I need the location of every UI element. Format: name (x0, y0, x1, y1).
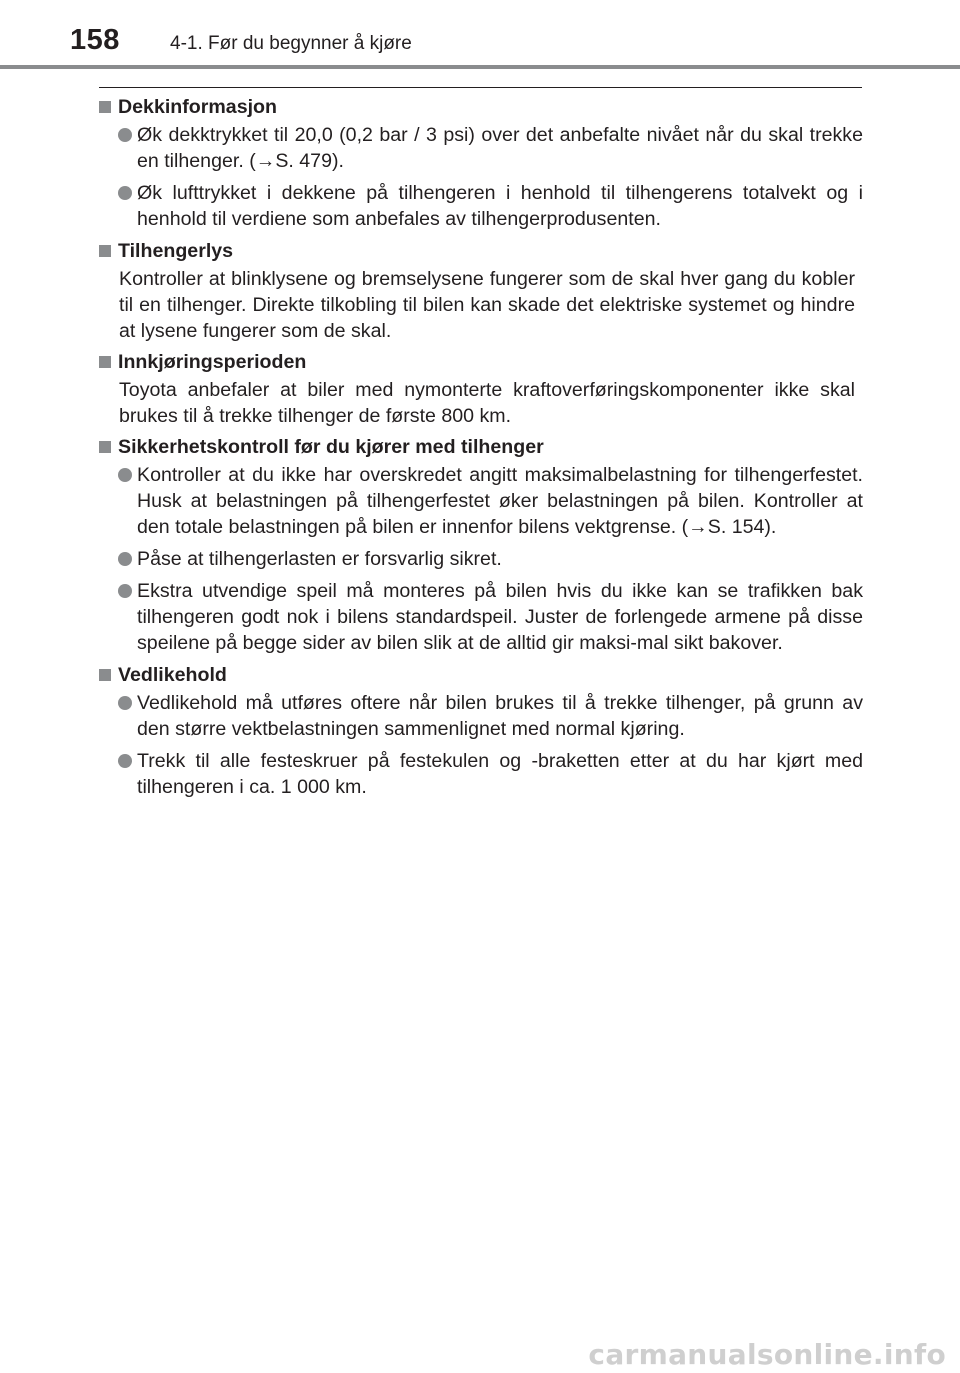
section-innkjoringsperioden (97, 349, 863, 429)
list-item-text: Vedlikehold må utføres oftere når bilen brukes til å trekke tilhenger, på grunn av den større vektbelastningen sammenlignet med normal kjøring. (137, 692, 863, 740)
content-top-divider (99, 87, 862, 88)
square-bullet-icon (99, 669, 111, 681)
circle-bullet-icon (118, 128, 132, 142)
section-tilhengerlys (97, 238, 863, 344)
list-item (97, 748, 863, 800)
list-item (97, 462, 863, 540)
page-content (97, 94, 863, 806)
chapter-title: 4-1. Før du begynner å kjøre (170, 33, 412, 54)
circle-bullet-icon (118, 552, 132, 566)
list-item (97, 546, 863, 572)
page-header (0, 0, 960, 70)
section-heading-text: Sikkerhetskontroll før du kjører med tilhenger (118, 436, 544, 458)
square-bullet-icon (99, 101, 111, 113)
section-heading-text: Tilhengerlys (118, 240, 234, 262)
section-paragraph: Kontroller at blinklysene og bremselysene fungerer som de skal hver gang du kobler til en tilhenger. Direkte tilkobling til bilen kan skade det elektriske systemet og hindre at lysene fungerer som de skal. (119, 268, 855, 342)
list-item-text: Øk dekktrykket til 20,0 (0,2 bar / 3 psi) over det anbefalte nivået når du skal trekke en tilhenger. (→S. 479). (137, 124, 863, 172)
section-heading-text: Innkjøringsperioden (118, 351, 307, 373)
section-dekkinformasjon (97, 94, 863, 232)
list-item (97, 180, 863, 232)
section-heading (97, 238, 863, 264)
watermark (0, 1333, 960, 1373)
section-paragraph: Toyota anbefaler at biler med nymonterte kraftoverføringskomponenter ikke skal brukes til å trekke tilhenger de første 800 km. (119, 379, 855, 427)
section-heading (97, 94, 863, 120)
circle-bullet-icon (118, 696, 132, 710)
square-bullet-icon (99, 441, 111, 453)
page-number: 158 (70, 24, 120, 56)
section-heading-text: Dekkinformasjon (118, 96, 277, 118)
square-bullet-icon (99, 356, 111, 368)
square-bullet-icon (99, 245, 111, 257)
watermark-logo: carmanualsonline.info (588, 1338, 946, 1371)
list-item (97, 578, 863, 656)
list-item-text: Øk lufttrykket i dekkene på tilhengeren i henhold til tilhengerens totalvekt og i henhold til verdiene som anbefales av tilhengerprodusenten. (137, 182, 863, 230)
section-sikkerhetskontroll (97, 434, 863, 656)
circle-bullet-icon (118, 468, 132, 482)
list-item (97, 122, 863, 174)
section-vedlikehold (97, 662, 863, 800)
circle-bullet-icon (118, 754, 132, 768)
section-heading (97, 434, 863, 460)
list-item (97, 690, 863, 742)
section-heading (97, 662, 863, 688)
list-item-text: Kontroller at du ikke har overskredet angitt maksimalbelastning for tilhengerfestet. Husk at belastningen på tilhengerfestet øker belastningen på bilen. Kontroller at den totale belastningen på bilen er innenfor bilens vektgrense. (→S. 154). (137, 464, 863, 538)
circle-bullet-icon (118, 186, 132, 200)
circle-bullet-icon (118, 584, 132, 598)
section-heading-text: Vedlikehold (118, 664, 227, 686)
list-item-text: Påse at tilhengerlasten er forsvarlig sikret. (137, 548, 502, 570)
section-heading (97, 349, 863, 375)
list-item-text: Trekk til alle festeskruer på festekulen og -braketten etter at du har kjørt med tilhengeren i ca. 1 000 km. (137, 750, 863, 798)
header-divider (0, 65, 960, 69)
list-item-text: Ekstra utvendige speil må monteres på bilen hvis du ikke kan se trafikken bak tilhengeren godt nok i bilens standardspeil. Juster de forlengede armene på disse speilene på begge sider av bilen slik at de alltid gir maksi-mal sikt bakover. (137, 580, 863, 654)
